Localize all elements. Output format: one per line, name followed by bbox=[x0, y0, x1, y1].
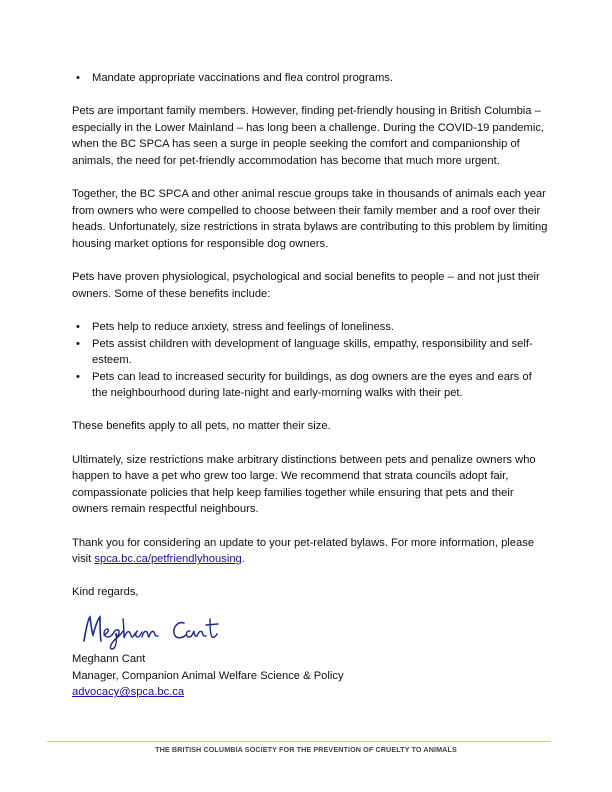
footer-divider bbox=[47, 741, 551, 742]
signatory-name: Meghann Cant bbox=[72, 653, 146, 665]
paragraph-size-restrictions: Ultimately, size restrictions make arbitrary distinctions between pets and penalize owners who happen to have a pet who grew too large. We recommend that strata councils adopt fair, compassionate policies that help keep families together while ensuring that pets and their owners remain respectful neighbours. bbox=[72, 453, 536, 516]
handwritten-signature bbox=[80, 611, 548, 651]
list-item: • Pets assist children with development of language skills, empathy, responsibility and self-esteem. bbox=[72, 336, 548, 369]
letter-body bbox=[72, 70, 548, 701]
email-link[interactable]: advocacy@spca.bc.ca bbox=[72, 686, 185, 699]
footer-org-name: THE BRITISH COLUMBIA SOCIETY FOR THE PREVENTION OF CRUELTY TO ANIMALS bbox=[155, 745, 457, 754]
closing-regards: Kind regards, bbox=[72, 586, 139, 599]
paragraph-benefits-intro: Pets have proven physiological, psychological and social benefits to people – and not just their owners. Some of these benefits include: bbox=[72, 271, 540, 300]
bullet-list-top bbox=[72, 70, 548, 87]
thank-you-text: Thank you for considering an update to your pet-related bylaws. For more information, please visit bbox=[72, 536, 535, 566]
signatory-title: Manager, Companion Animal Welfare Science & Policy bbox=[72, 669, 344, 682]
benefits-list bbox=[72, 319, 548, 402]
thank-you-suffix: . bbox=[241, 553, 245, 566]
paragraph-rescue-groups: Together, the BC SPCA and other animal rescue groups take in thousands of animals each year from owners who were compelled to choose between their family member and a roof over their heads. Unfortunately, size restrictions in strata bylaws are contributing to this problem by limiting housing market options for responsible dog owners. bbox=[72, 188, 548, 250]
signatory-email-line bbox=[72, 684, 548, 701]
paragraph-thank-you bbox=[72, 535, 548, 568]
paragraph-pet-friendly-housing: Pets are important family members. However, finding pet-friendly housing in British Columbia – especially in the Lower Mainland – has long been a challenge. During the COVID-19 pandemic, when the BC SPCA has seen a surge in people seeking the comfort and companionship of animals, the need for pet-friendly accommodation has become that much more urgent. bbox=[72, 105, 545, 167]
list-item: • Pets help to reduce anxiety, stress and feelings of loneliness. bbox=[72, 319, 548, 336]
list-item: • Pets can lead to increased security for buildings, as dog owners are the eyes and ears of the neighbourhood during late-night and early-morning walks with their pet. bbox=[72, 369, 548, 402]
list-item: • Mandate appropriate vaccinations and flea control programs. bbox=[72, 70, 548, 87]
pet-friendly-housing-link[interactable]: spca.bc.ca/petfriendlyhousing bbox=[94, 553, 242, 566]
signature-image bbox=[80, 611, 250, 651]
paragraph-all-pets: These benefits apply to all pets, no matter their size. bbox=[72, 420, 331, 433]
